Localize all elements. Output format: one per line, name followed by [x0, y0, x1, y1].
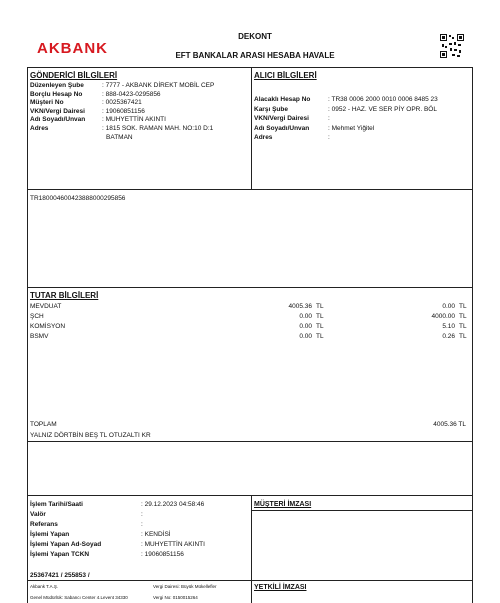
transaction-field-label: Referans — [30, 521, 58, 528]
footer-tax-no: Vergi No: 0150015264 — [153, 595, 198, 600]
authorized-signature-label: YETKİLİ İMZASI — [254, 584, 307, 591]
amount-col2-value: 0.26 — [442, 333, 455, 340]
amount-row-label: BSMV — [30, 333, 49, 340]
amount-row-label: KOMİSYON — [30, 323, 66, 330]
sender-field-value: : MUHYETTİN AKINTI — [102, 116, 166, 124]
akbank-logo: AKBANK — [37, 40, 108, 57]
sender-title: GÖNDERİCİ BİLGİLERİ — [30, 71, 118, 80]
amount-row-label: MEVDUAT — [30, 303, 62, 310]
receiver-field-value: : TR38 0006 2000 0010 0006 8485 23 — [328, 96, 438, 103]
signature-separator — [251, 580, 473, 581]
receiver-field-label: Alacaklı Hesap No — [254, 96, 311, 103]
amount-col1-currency: TL — [316, 303, 324, 310]
total-words: YALNIZ DÖRTBİN BEŞ TL OTUZALTI KR — [30, 432, 151, 439]
amount-col2-currency: TL — [459, 323, 467, 330]
sender-field-value: : 888-0423-0295856 — [102, 90, 161, 98]
transaction-field-label: İşlemi Yapan — [30, 531, 70, 538]
sender-field-label: Adres — [30, 125, 49, 132]
transaction-field-label: İşlemi Yapan TCKN — [30, 551, 90, 558]
transaction-field-value: : 29.12.2023 04:58:46 — [141, 501, 205, 508]
reference-section-bottom — [27, 287, 473, 288]
total-label: TOPLAM — [30, 421, 57, 428]
amount-col1-currency: TL — [316, 313, 324, 320]
amount-col2-value: 4000.00 — [431, 313, 455, 320]
receiver-title: ALICI BİLGİLERİ — [254, 71, 317, 80]
footer-tax-office: Vergi Dairesi: Büyük Mükellefler — [153, 584, 217, 589]
transaction-field-value: : 19060851156 — [141, 551, 184, 558]
total-underline — [27, 441, 473, 442]
amount-col2-currency: TL — [459, 313, 467, 320]
sender-field-label: VKN/Vergi Dairesi — [30, 107, 85, 115]
sender-field-value: : 19060851156 — [102, 107, 145, 115]
document-title: DEKONT — [238, 32, 272, 41]
amount-col2-value: 0.00 — [442, 303, 455, 310]
party-section-bottom — [27, 189, 473, 190]
transaction-field-label: Valör — [30, 511, 46, 518]
transaction-field-value: : — [141, 511, 143, 518]
receiver-field-label: Adı Soyadı/Unvan — [254, 124, 310, 132]
receiver-field-value: : — [328, 115, 330, 123]
sender-field-value: : 7777 - AKBANK DİREKT MOBİL CEP — [102, 82, 215, 89]
total-value: 4005.36 TL — [433, 421, 466, 428]
amount-col1-currency: TL — [316, 333, 324, 340]
transaction-divider — [251, 495, 252, 603]
amounts-section-bottom — [27, 495, 473, 496]
amounts-title: TUTAR BİLGİLERİ — [30, 291, 99, 300]
footer-line — [27, 580, 251, 581]
amount-row-label: ŞCH — [30, 313, 44, 320]
party-divider — [251, 67, 252, 189]
reference-line: TR180004600423888000295856 — [30, 195, 126, 202]
document-frame — [27, 67, 473, 603]
footer-company: Akbank T.A.Ş. — [30, 584, 59, 589]
receiver-field-label: Adres — [254, 134, 273, 142]
sender-field-label: Adı Soyadı/Unvan — [30, 116, 86, 124]
amount-col1-currency: TL — [316, 323, 324, 330]
amount-col2-currency: TL — [459, 303, 467, 310]
transaction-extra: 25367421 / 255853 / — [30, 572, 90, 579]
qr-code-icon — [440, 34, 464, 58]
amount-col1-value: 0.00 — [299, 333, 312, 340]
receiver-field-label: Karşı Şube — [254, 105, 288, 113]
transaction-field-value: : — [141, 521, 143, 528]
receiver-field-value: : Mehmet Yiğitel — [328, 124, 375, 132]
sender-field-value: : 1815 SOK. RAMAN MAH. NO:10 D:1 — [102, 125, 214, 132]
amount-col1-value: 0.00 — [299, 323, 312, 330]
sender-field-value: BATMAN — [106, 133, 133, 141]
receiver-field-label: VKN/Vergi Dairesi — [254, 115, 309, 123]
sender-field-label: Borçlu Hesap No — [30, 90, 83, 98]
document-subtitle: EFT BANKALAR ARASI HESABA HAVALE — [175, 51, 335, 60]
transaction-field-value: : MUHYETTİN AKINTI — [141, 541, 205, 548]
amount-col2-currency: TL — [459, 333, 467, 340]
customer-signature-line — [251, 510, 473, 511]
amount-col1-value: 0.00 — [299, 313, 312, 320]
footer-hq: Genel Müdürlük: Sabancı Center 4.Levent 34330 — [30, 595, 128, 600]
transaction-field-label: İşlemi Yapan Ad-Soyad — [30, 541, 102, 548]
sender-field-value: : 0025367421 — [102, 99, 142, 107]
receiver-field-value: : — [328, 134, 330, 142]
receiver-field-value: : 0952 - HAZ. VE SER PİY OPR. BÖL — [328, 105, 437, 113]
sender-field-label: Müşteri No — [30, 99, 64, 107]
customer-signature-label: MÜŞTERİ İMZASI — [254, 501, 312, 508]
amount-col1-value: 4005.36 — [288, 303, 312, 310]
transaction-field-value: : KENDİSİ — [141, 531, 171, 538]
transaction-field-label: İşlem Tarihi/Saati — [30, 501, 83, 508]
amount-col2-value: 5.10 — [442, 323, 455, 330]
sender-field-label: Düzenleyen Şube — [30, 82, 84, 89]
